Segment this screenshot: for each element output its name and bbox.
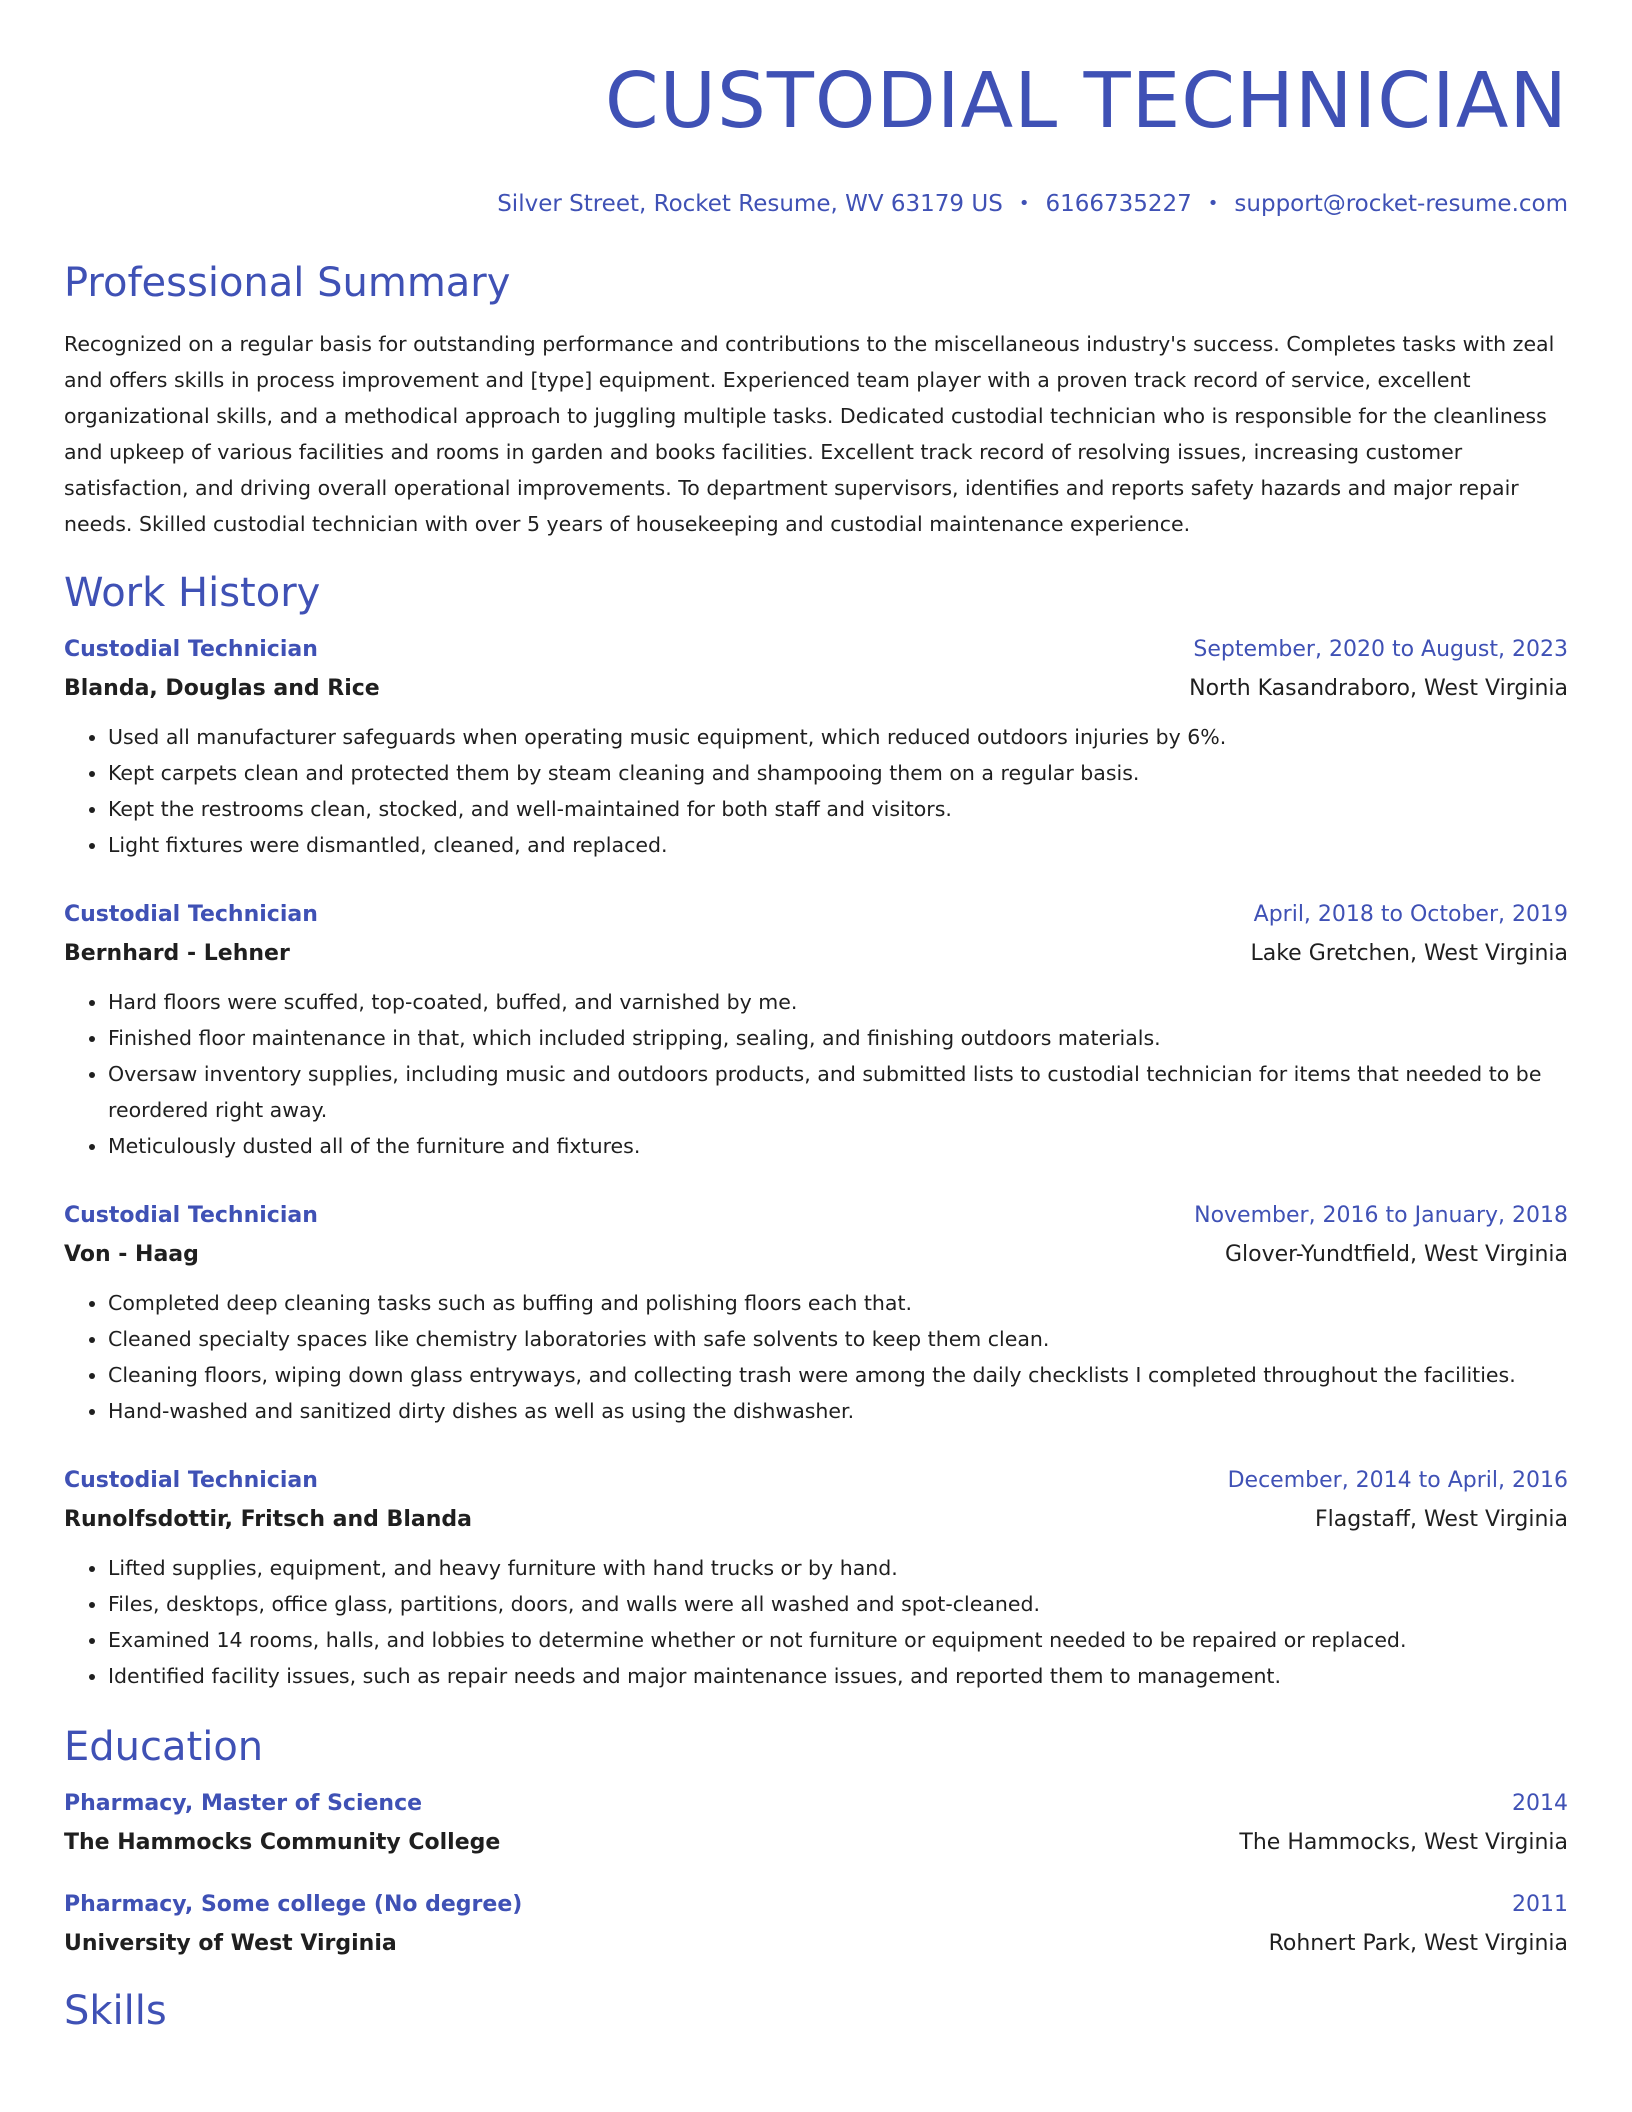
school-name: University of West Virginia: [64, 1931, 397, 1956]
bullet-item: • Hand-washed and sanitized dirty dishes as well as using the dishwasher.: [108, 1393, 1568, 1429]
job-location: Glover-Yundtfield, West Virginia: [1224, 1242, 1568, 1267]
company-name: Blanda, Douglas and Rice: [64, 676, 380, 701]
job-title: Custodial Technician: [64, 1203, 318, 1228]
company-name: Von - Haag: [64, 1242, 199, 1267]
degree-name: Pharmacy, Some college (No degree): [64, 1892, 523, 1917]
job-location: Lake Gretchen, West Virginia: [1250, 941, 1568, 966]
bullet-item: • Meticulously dusted all of the furniture and fixtures.: [108, 1128, 1568, 1164]
bullet-item: • Finished floor maintenance in that, which included stripping, sealing, and finishing outdoors materials.: [108, 1020, 1568, 1056]
summary-heading: Professional Summary: [64, 260, 511, 306]
bullet-item: • Cleaned specialty spaces like chemistry laboratories with safe solvents to keep them clean.: [108, 1321, 1568, 1357]
contact-separator: •: [1207, 193, 1219, 214]
job-bullets: [64, 1285, 1568, 1429]
job-location: Flagstaff, West Virginia: [1315, 1507, 1568, 1532]
school-location: The Hammocks, West Virginia: [1239, 1830, 1568, 1855]
school-location: Rohnert Park, West Virginia: [1268, 1931, 1568, 1956]
bullet-item: • Identified facility issues, such as repair needs and major maintenance issues, and reported them to management.: [108, 1658, 1568, 1694]
bullet-item: • Kept the restrooms clean, stocked, and well-maintained for both staff and visitors.: [108, 791, 1568, 827]
bullet-item: • Oversaw inventory supplies, including music and outdoors products, and submitted lists to custodial technician for items that needed to be reordered right away.: [108, 1056, 1568, 1128]
company-name: Bernhard - Lehner: [64, 941, 290, 966]
job-title: Custodial Technician: [64, 637, 318, 662]
skills-heading: Skills: [64, 1988, 167, 2034]
contact-line: [64, 188, 1568, 220]
bullet-item: • Completed deep cleaning tasks such as buffing and polishing floors each that.: [108, 1285, 1568, 1321]
education-entry: [64, 1788, 1568, 1859]
school-name: The Hammocks Community College: [64, 1830, 501, 1855]
job-bullets: [64, 719, 1568, 863]
work-entry: [64, 634, 1568, 863]
contact-separator: •: [1018, 193, 1030, 214]
education-year: 2011: [1512, 1892, 1568, 1917]
work-entry: [64, 1465, 1568, 1694]
job-bullets: [64, 1550, 1568, 1694]
bullet-item: • Light fixtures were dismantled, cleaned, and replaced.: [108, 827, 1568, 863]
bullet-item: • Files, desktops, office glass, partitions, doors, and walls were all washed and spot-cleaned.: [108, 1586, 1568, 1622]
education-year: 2014: [1512, 1791, 1568, 1816]
job-dates: September, 2020 to August, 2023: [1193, 637, 1568, 662]
work-entry: [64, 1200, 1568, 1429]
work-entry: [64, 899, 1568, 1164]
bullet-item: • Used all manufacturer safeguards when operating music equipment, which reduced outdoors injuries by 6%.: [108, 719, 1568, 755]
job-bullets: [64, 984, 1568, 1164]
contact-address: Silver Street, Rocket Resume, WV 63179 US: [497, 191, 1003, 217]
bullet-item: • Kept carpets clean and protected them by steam cleaning and shampooing them on a regular basis.: [108, 755, 1568, 791]
job-title: Custodial Technician: [64, 1468, 318, 1493]
job-location: North Kasandraboro, West Virginia: [1189, 676, 1568, 701]
work-history-heading: Work History: [64, 570, 321, 616]
degree-name: Pharmacy, Master of Science: [64, 1791, 423, 1816]
contact-email[interactable]: support@rocket-resume.com: [1234, 191, 1568, 217]
bullet-item: • Cleaning floors, wiping down glass entryways, and collecting trash were among the daily checklists I completed throughout the facilities.: [108, 1357, 1568, 1393]
contact-phone[interactable]: 6166735227: [1045, 191, 1192, 217]
job-dates: December, 2014 to April, 2016: [1227, 1468, 1568, 1493]
job-dates: November, 2016 to January, 2018: [1194, 1203, 1568, 1228]
job-dates: April, 2018 to October, 2019: [1253, 902, 1568, 927]
company-name: Runolfsdottir, Fritsch and Blanda: [64, 1507, 472, 1532]
bullet-item: • Lifted supplies, equipment, and heavy furniture with hand trucks or by hand.: [108, 1550, 1568, 1586]
job-title: Custodial Technician: [64, 902, 318, 927]
bullet-item: • Examined 14 rooms, halls, and lobbies to determine whether or not furniture or equipment needed to be repaired or replaced.: [108, 1622, 1568, 1658]
bullet-item: • Hard floors were scuffed, top-coated, buffed, and varnished by me.: [108, 984, 1568, 1020]
summary-text: Recognized on a regular basis for outstanding performance and contributions to the miscellaneous industry's success. Completes tasks with zeal and offers skills in process improvement and [type] equipment. Experienced team player with a proven track record of service, excellent organizational skills, and a methodical approach to juggling multiple tasks. Dedicated custodial technician who is responsible for the cleanliness and upkeep of various facilities and rooms in garden and books facilities. Excellent track record of resolving issues, increasing customer satisfaction, and driving overall operational improvements. To department supervisors, identifies and reports safety hazards and major repair needs. Skilled custodial technician with over 5 years of housekeeping and custodial maintenance experience.: [64, 332, 1555, 536]
education-entry: [64, 1889, 1568, 1960]
resume-title: CUSTODIAL TECHNICIAN: [604, 57, 1568, 146]
education-heading: Education: [64, 1724, 264, 1770]
